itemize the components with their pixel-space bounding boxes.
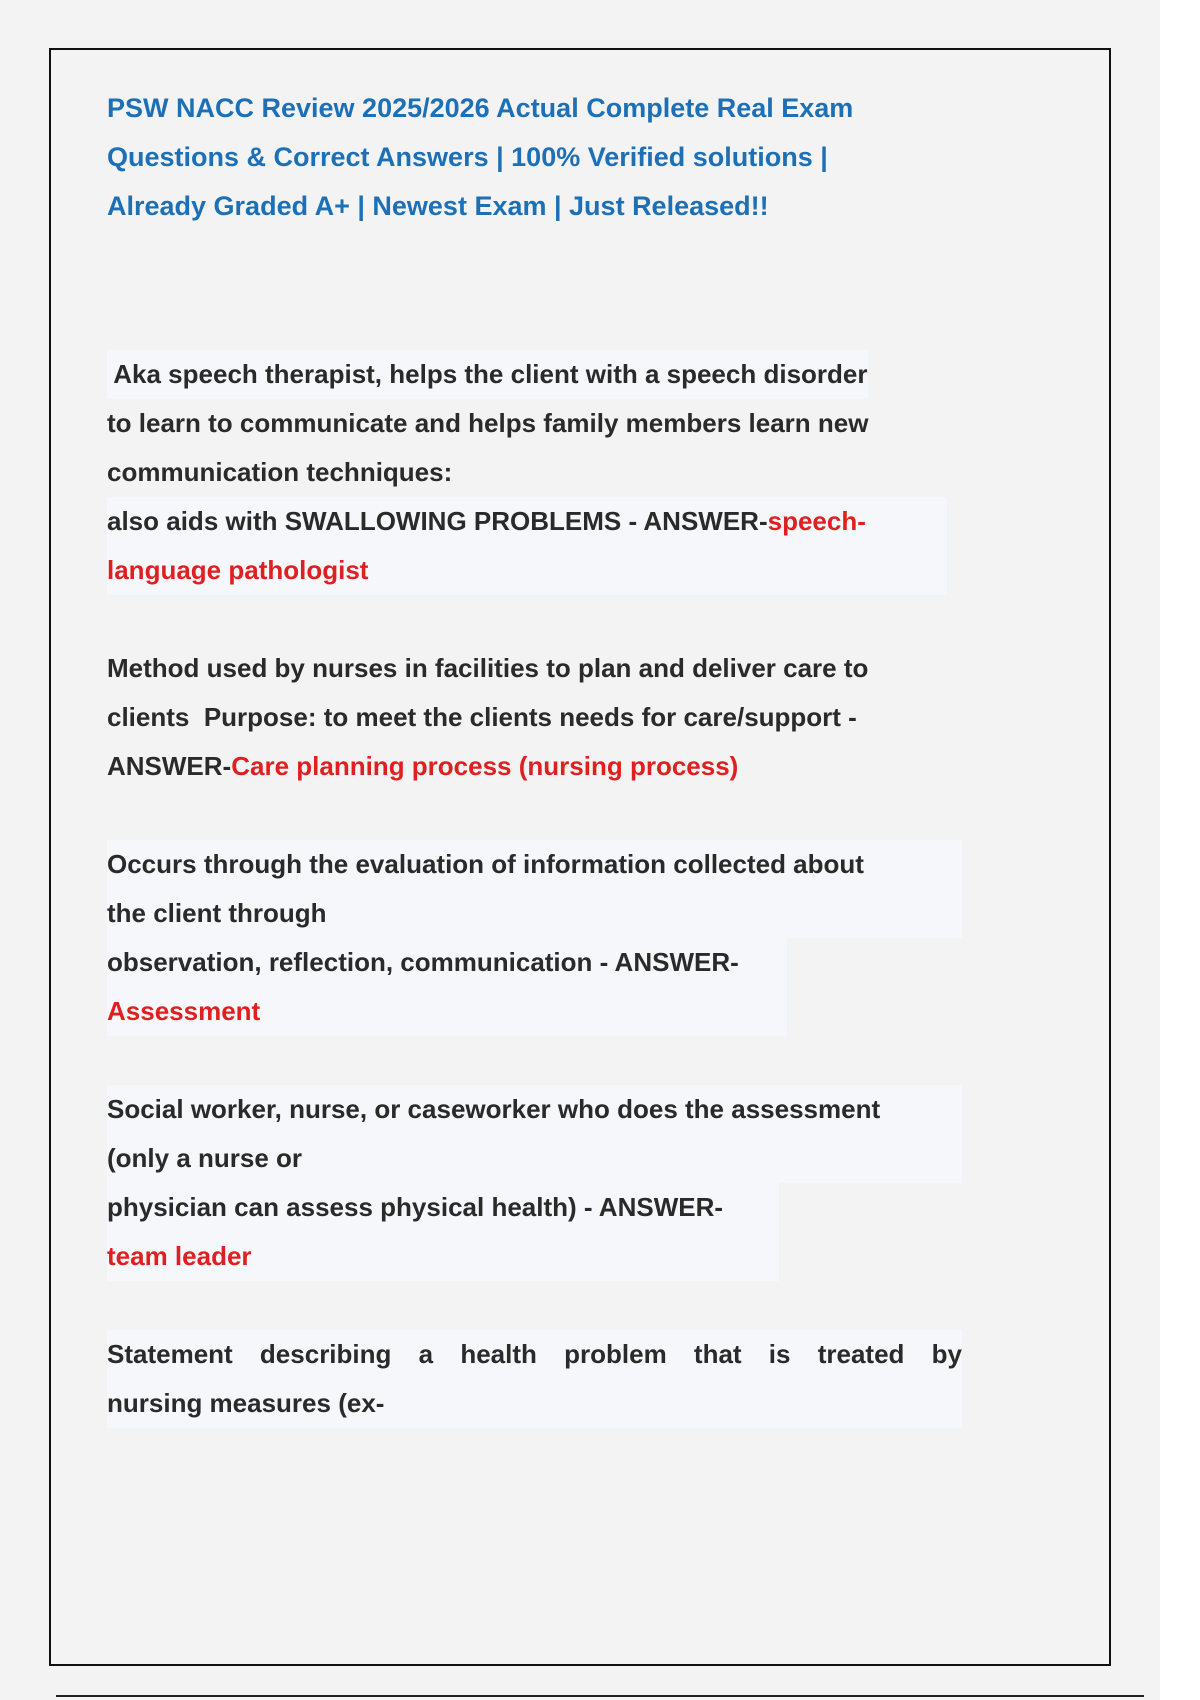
question-answer-line xyxy=(107,742,947,791)
document-title xyxy=(107,84,927,231)
qa-item xyxy=(107,840,962,1036)
answer-text: team leader xyxy=(107,1232,779,1281)
page-bottom-rule xyxy=(56,1695,1144,1697)
answer-text: Care planning process (nursing process) xyxy=(231,751,739,781)
question-line: Occurs through the evaluation of information collected about xyxy=(107,840,962,889)
question-line: to learn to communicate and helps family members learn new xyxy=(107,408,869,438)
qa-item xyxy=(107,350,947,595)
question-line: the client through xyxy=(107,889,962,938)
question-line: Social worker, nurse, or caseworker who does the assessment xyxy=(107,1085,962,1134)
question-answer-line xyxy=(107,497,947,595)
question-line: Method used by nurses in facilities to plan and deliver care to xyxy=(107,653,869,683)
question-text: ANSWER- xyxy=(107,751,232,781)
question-line: communication techniques: xyxy=(107,457,453,487)
title-line: Questions & Correct Answers | 100% Verified solutions | xyxy=(107,142,828,172)
page-margin-strip xyxy=(1160,0,1200,1700)
qa-item xyxy=(107,1330,962,1428)
answer-text: speech-language pathologist xyxy=(107,506,866,585)
question-line: observation, reflection, communication - ANSWER- xyxy=(107,938,787,987)
title-line: PSW NACC Review 2025/2026 Actual Complete Real Exam xyxy=(107,93,854,123)
question-line: Statement describing a health problem that is treated by xyxy=(107,1330,962,1379)
question-line: clients Purpose: to meet the clients needs for care/support - xyxy=(107,702,857,732)
qa-item xyxy=(107,644,947,791)
qa-item xyxy=(107,1085,962,1281)
question-text: also aids with SWALLOWING PROBLEMS - ANSWER- xyxy=(107,506,768,536)
answer-text: Assessment xyxy=(107,987,787,1036)
question-line: physician can assess physical health) - ANSWER- xyxy=(107,1183,779,1232)
title-line: Already Graded A+ | Newest Exam | Just Released!! xyxy=(107,191,769,221)
question-line: nursing measures (ex- xyxy=(107,1379,962,1428)
document-content xyxy=(107,84,1007,1428)
question-line: Aka speech therapist, helps the client with a speech disorder xyxy=(107,350,947,399)
question-line: (only a nurse or xyxy=(107,1134,962,1183)
